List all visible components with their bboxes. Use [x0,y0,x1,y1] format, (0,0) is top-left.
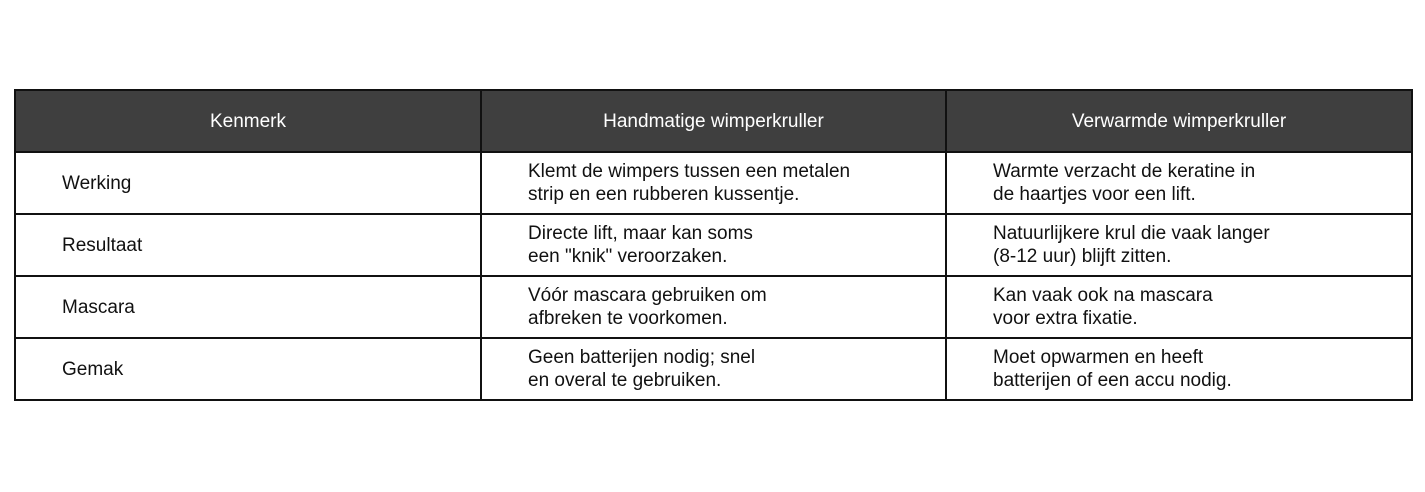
row-feature-label: Gemak [15,338,481,400]
comparison-table-container [14,89,1411,401]
cell-line: Geen batterijen nodig; snel [528,347,756,368]
cell-line: batterijen of een accu nodig. [993,370,1232,391]
table-body [15,152,1412,400]
manual-cell [481,276,946,338]
heated-cell [946,152,1412,214]
cell-line: Klemt de wimpers tussen een metalen [528,161,851,182]
heated-cell [946,214,1412,276]
comparison-table [14,89,1413,401]
table-row [15,276,1412,338]
manual-cell [481,152,946,214]
cell-line: afbreken te voorkomen. [528,308,728,329]
table-row [15,338,1412,400]
cell-line: Natuurlijkere krul die vaak langer [993,223,1270,244]
table-row [15,152,1412,214]
cell-line: strip en een rubberen kussentje. [528,184,800,205]
table-header [15,90,1412,152]
heated-cell [946,276,1412,338]
header-heated-curler: Verwarmde wimperkruller [946,90,1412,152]
cell-line: Moet opwarmen en heeft [993,347,1204,368]
header-manual-curler: Handmatige wimperkruller [481,90,946,152]
manual-cell [481,338,946,400]
row-feature-label: Werking [15,152,481,214]
table-row [15,214,1412,276]
cell-line: Directe lift, maar kan soms [528,223,753,244]
cell-line: Kan vaak ook na mascara [993,285,1213,306]
row-feature-label: Resultaat [15,214,481,276]
cell-line: een "knik" veroorzaken. [528,246,728,267]
cell-line: (8-12 uur) blijft zitten. [993,246,1172,267]
row-feature-label: Mascara [15,276,481,338]
cell-line: voor extra fixatie. [993,308,1138,329]
header-feature: Kenmerk [15,90,481,152]
cell-line: Warmte verzacht de keratine in [993,161,1256,182]
heated-cell [946,338,1412,400]
manual-cell [481,214,946,276]
cell-line: en overal te gebruiken. [528,370,722,391]
cell-line: Vóór mascara gebruiken om [528,285,767,306]
header-row [15,90,1412,152]
cell-line: de haartjes voor een lift. [993,184,1196,205]
